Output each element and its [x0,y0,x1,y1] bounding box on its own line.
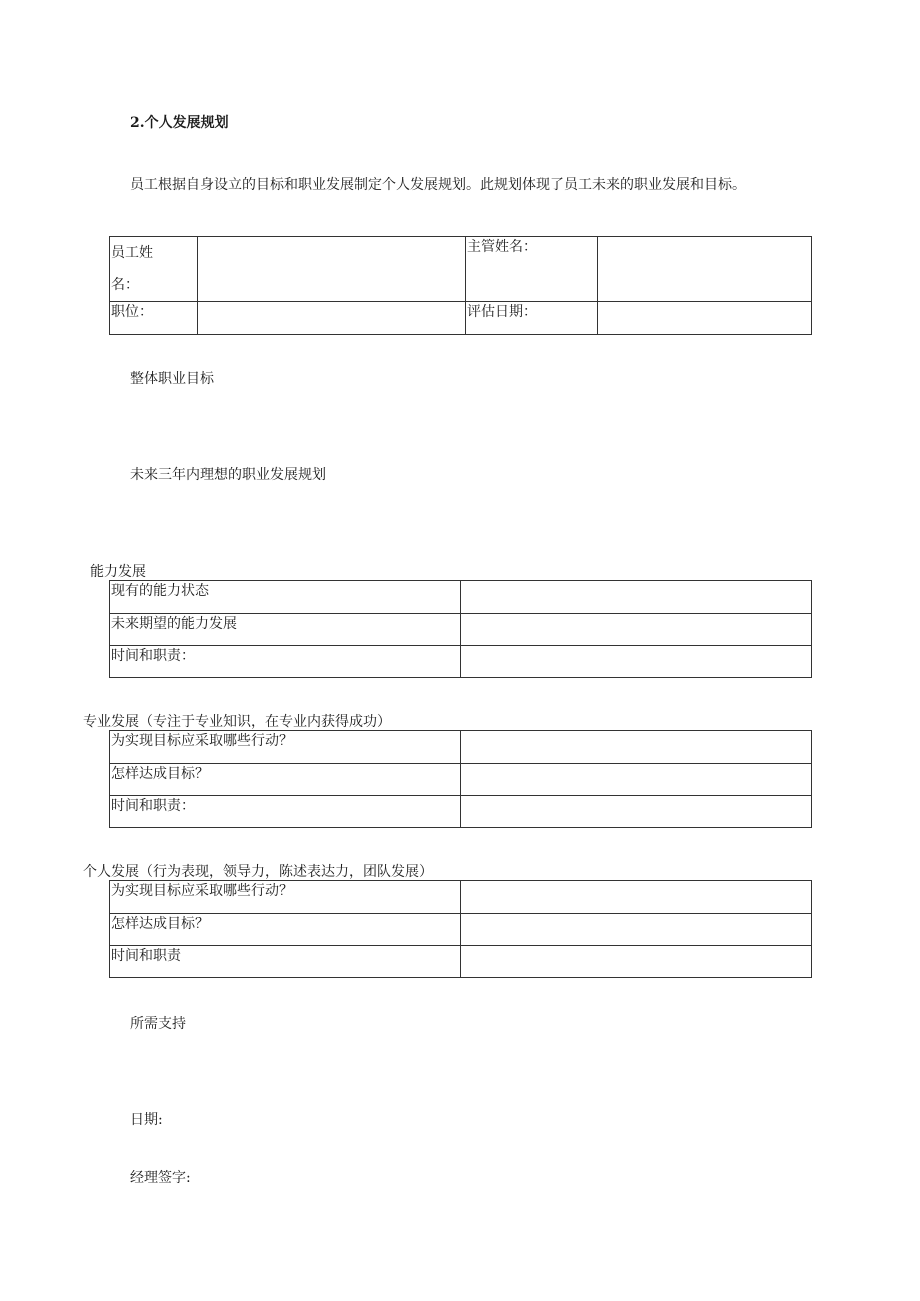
employee-name-field[interactable] [198,237,466,302]
table-row-label [110,646,461,678]
ability-table [109,580,812,678]
ability-future-field[interactable] [461,614,812,646]
manager-signature-label: 经理签字: [130,1170,191,1186]
review-date-label: 评估日期： [467,304,537,320]
personal-row-label: 怎样达成目标？ [111,916,209,932]
table-row-label [110,581,461,614]
three-year-plan-label: 未来三年内理想的职业发展规划 [130,467,326,483]
table-row-label [110,881,461,914]
supervisor-name-field[interactable] [598,237,812,302]
overall-goal-label: 整体职业目标 [130,371,214,387]
professional-row-label: 时间和职责： [111,798,195,814]
supervisor-name-label: 主管姓名： [467,239,537,255]
review-date-label-cell [466,302,598,335]
table-row-label [110,764,461,796]
table-row-label [110,731,461,764]
professional-row-label: 怎样达成目标？ [111,766,209,782]
date-label: 日期: [130,1112,163,1128]
employee-info-table [109,236,812,335]
professional-timeline-field[interactable] [461,796,812,828]
position-label-cell [110,302,198,335]
employee-name-label: 员工姓名： [111,245,153,293]
personal-timeline-field[interactable] [461,946,812,978]
ability-timeline-field[interactable] [461,646,812,678]
table-row-label [110,946,461,978]
supervisor-name-label-cell [466,237,598,302]
employee-name-label-cell [110,237,198,302]
review-date-field[interactable] [598,302,812,335]
section-intro: 员工根据自身设立的目标和职业发展制定个人发展规划。此规划体现了员工未来的职业发展和目标。 [130,177,746,193]
ability-section-title: 能力发展 [90,564,146,580]
personal-actions-field[interactable] [461,881,812,914]
section-title: 2.个人发展规划 [130,115,229,131]
ability-row-label: 时间和职责： [111,648,195,664]
personal-section-title: 个人发展（行为表现，领导力，陈述表达力，团队发展） [83,864,433,880]
table-row-label [110,614,461,646]
personal-row-label: 为实现目标应采取哪些行动？ [111,883,293,899]
table-row-label [110,796,461,828]
ability-current-field[interactable] [461,581,812,614]
personal-table [109,880,812,978]
professional-section-title: 专业发展（专注于专业知识，在专业内获得成功） [83,714,391,730]
table-row-label [110,914,461,946]
professional-actions-field[interactable] [461,731,812,764]
professional-table [109,730,812,828]
professional-row-label: 为实现目标应采取哪些行动？ [111,733,293,749]
professional-how-field[interactable] [461,764,812,796]
personal-how-field[interactable] [461,914,812,946]
ability-row-label: 现有的能力状态 [111,583,209,599]
position-field[interactable] [198,302,466,335]
support-label: 所需支持 [130,1016,186,1032]
position-label: 职位： [111,304,153,320]
ability-row-label: 未来期望的能力发展 [111,616,237,632]
personal-row-label: 时间和职责 [111,948,181,964]
